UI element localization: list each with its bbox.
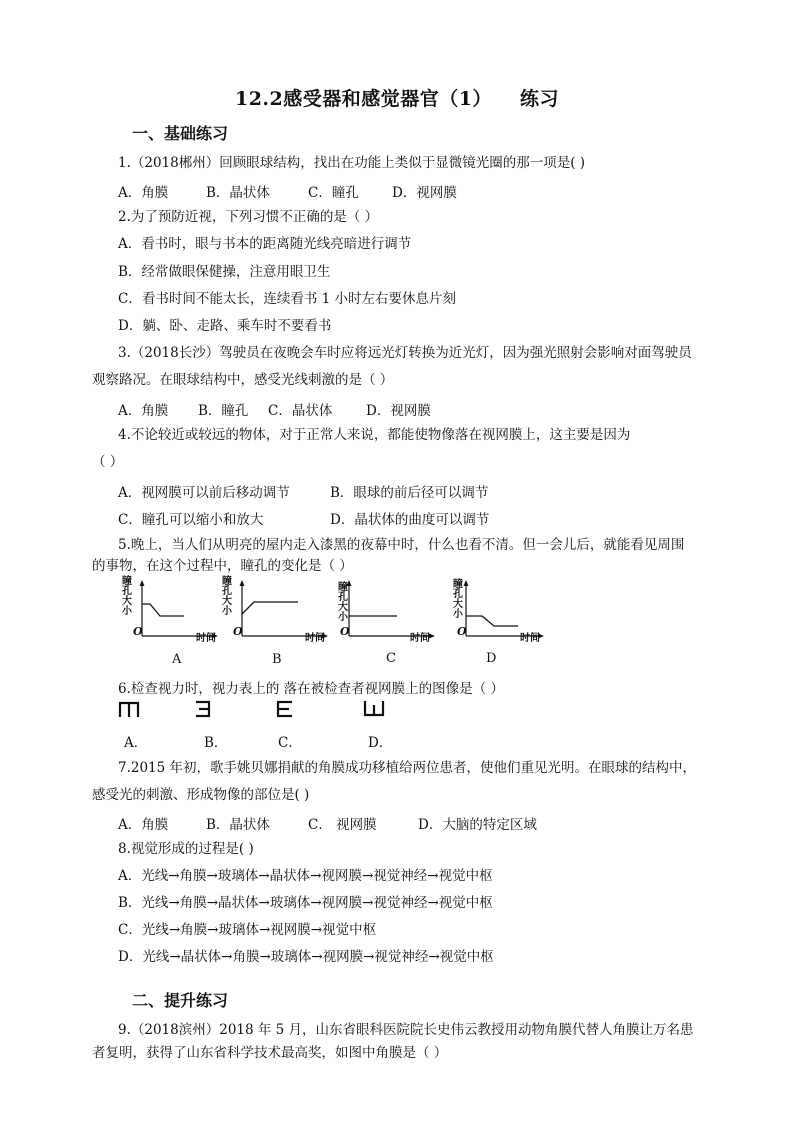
graph-c-ylabel: [338, 583, 348, 623]
graph-b-ylabel-char2: 孔: [222, 586, 232, 597]
e-symbol-right-svg: [275, 699, 295, 719]
e-symbol-up-svg: [363, 699, 385, 719]
q2-option-c: C．看书时间不能太长，连续看书 1 小时左右要休息片刻: [118, 291, 457, 307]
e-symbol-left-icon: [193, 699, 213, 724]
q7-option-b: B．晶状体: [206, 817, 270, 833]
question-7-text-line1: 7.2015 年初，歌手姚贝娜捐献的角膜成功移植给两位患者，使他们重见光明。在眼球的结构中，: [118, 760, 697, 776]
question-4-text-line2: （ ）: [92, 454, 124, 470]
graph-d-ylabel-char4: 小: [453, 609, 463, 620]
q2-option-b: B．经常做眼保健操，注意用眼卫生: [118, 264, 331, 280]
graph-d-origin: O: [457, 625, 467, 638]
question-4-text-line1: 4.不论较近或较远的物体，对于正常人来说，都能使物像落在视网膜上，这主要是因为: [118, 427, 631, 443]
title-suffix: 练习: [519, 88, 559, 110]
graph-b-label: B: [272, 652, 282, 667]
q1-option-b: B．晶状体: [206, 185, 270, 201]
graph-a-ylabel-char2: 孔: [122, 586, 132, 597]
graph-b-ylabel-char4: 小: [222, 606, 232, 617]
graph-a-xlabel: 时间: [196, 633, 216, 644]
e-symbol-up-icon: [363, 699, 385, 724]
q2-option-d: D．躺、卧、走路、乘车时不要看书: [118, 318, 332, 334]
q3-option-d: D．视网膜: [366, 403, 431, 419]
graph-c-ylabel-char3: 大: [338, 602, 348, 613]
e-symbol-down-svg: [118, 699, 140, 719]
question-9-text-line1: 9.（2018滨州）2018 年 5 月，山东省眼科医院院长史伟云教授用动物角膜代替人角膜让万名患: [118, 1022, 694, 1038]
q1-option-c: C．瞳孔: [308, 185, 359, 201]
q6-option-d: D．: [368, 735, 393, 751]
graph-b-ylabel-char3: 大: [222, 596, 232, 607]
graph-d-label: D: [486, 651, 497, 666]
q8-option-c: C．光线→角膜→玻璃体→视网膜→视觉中枢: [118, 922, 377, 938]
graph-c-label: C: [386, 651, 396, 666]
question-2-text: 2.为了预防近视，下列习惯不正确的是（ ）: [118, 209, 379, 225]
graph-c-origin: O: [340, 625, 350, 638]
graph-c-ylabel-char1: 瞳: [338, 582, 348, 593]
graph-a-label: A: [172, 652, 182, 667]
q3-option-a: A．角膜: [118, 403, 169, 419]
graph-b-xlabel: 时间: [305, 633, 325, 644]
q4-option-b: B．眼球的前后径可以调节: [330, 485, 489, 501]
question-3-text-line1: 3.（2018长沙）驾驶员在夜晚会车时应将远光灯转换为近光灯，因为强光照射会影响对面驾驶员: [118, 345, 692, 361]
question-5-text-line2: 的事物，在这个过程中，瞳孔的变化是（ ）: [92, 558, 353, 574]
q7-option-d: D．大脑的特定区域: [418, 817, 537, 833]
q7-option-c: C． 视网膜: [308, 817, 377, 833]
q4-option-c: C．瞳孔可以缩小和放大: [118, 512, 264, 528]
e-symbol-right-icon: [275, 699, 295, 724]
q8-option-b: B．光线→角膜→晶状体→玻璃体→视网膜→视觉神经→视觉中枢: [118, 895, 493, 911]
e-symbol-left-svg: [193, 699, 213, 719]
graph-c-xlabel: 时间: [410, 633, 430, 644]
q6-option-a: A．: [124, 735, 148, 751]
q3-option-b: B．瞳孔: [198, 403, 249, 419]
graph-a-ylabel: [122, 577, 132, 617]
q6-option-b: B．: [204, 735, 228, 751]
graph-d-ylabel-char1: 瞳: [453, 579, 463, 590]
q1-option-a: A．角膜: [118, 185, 169, 201]
q3-option-c: C．晶状体: [268, 403, 333, 419]
question-5-text-line1: 5.晚上，当人们从明亮的屋内走入漆黑的夜幕中时，什么也看不清。但一会儿后，就能看见周围: [118, 537, 685, 553]
page-title: [0, 84, 794, 111]
question-3-text-line2: 观察路况。在眼球结构中，感受光线刺激的是（ ）: [92, 372, 394, 388]
graph-b-ylabel: [222, 577, 232, 617]
q4-option-a: A．视网膜可以前后移动调节: [118, 485, 290, 501]
graph-b-origin: O: [233, 625, 243, 638]
q2-option-a: A．看书时，眼与书本的距离随光线亮暗进行调节: [118, 236, 412, 252]
q8-option-d: D．光线→晶状体→角膜→玻璃体→视网膜→视觉神经→视觉中枢: [118, 949, 494, 965]
q1-option-d: D．视网膜: [392, 185, 457, 201]
q4-option-d: D．晶状体的曲度可以调节: [330, 512, 490, 528]
section-basic-heading: 一、基础练习: [132, 124, 229, 143]
graph-b-ylabel-char1: 瞳: [222, 576, 232, 587]
graph-a-ylabel-char4: 小: [122, 606, 132, 617]
question-9-text-line2: 者复明，获得了山东省科学技术最高奖，如图中角膜是（ ）: [92, 1045, 448, 1061]
graph-a-ylabel-char3: 大: [122, 596, 132, 607]
graph-a-ylabel-char1: 瞳: [122, 576, 132, 587]
q7-option-a: A．角膜: [118, 817, 169, 833]
question-1-text: 1.（2018郴州）回顾眼球结构，找出在功能上类似于显微镜光圈的那一项是( ): [118, 155, 586, 171]
graph-d-ylabel: [453, 580, 463, 620]
question-8-text: 8.视觉形成的过程是( ): [118, 841, 254, 857]
graph-a-origin: O: [133, 625, 143, 638]
graph-c-ylabel-char4: 小: [338, 612, 348, 623]
section-advanced-heading: 二、提升练习: [132, 991, 229, 1010]
q8-option-a: A．光线→角膜→玻璃体→晶状体→视网膜→视觉神经→视觉中枢: [118, 868, 493, 884]
graph-d-ylabel-char3: 大: [453, 599, 463, 610]
q6-option-c: C．: [278, 735, 302, 751]
graph-c-ylabel-char2: 孔: [338, 592, 348, 603]
graph-d-xlabel: 时间: [520, 633, 540, 644]
question-7-text-line2: 感受光的刺激、形成物像的部位是( ): [92, 787, 310, 803]
title-main: 12.2感受器和感觉器官（1）: [234, 88, 492, 110]
question-6-text: 6.检查视力时，视力表上的 落在被检查者视网膜上的图像是（ ）: [118, 681, 504, 697]
e-symbol-down-icon: [118, 699, 140, 724]
graph-d-ylabel-char2: 孔: [453, 589, 463, 600]
